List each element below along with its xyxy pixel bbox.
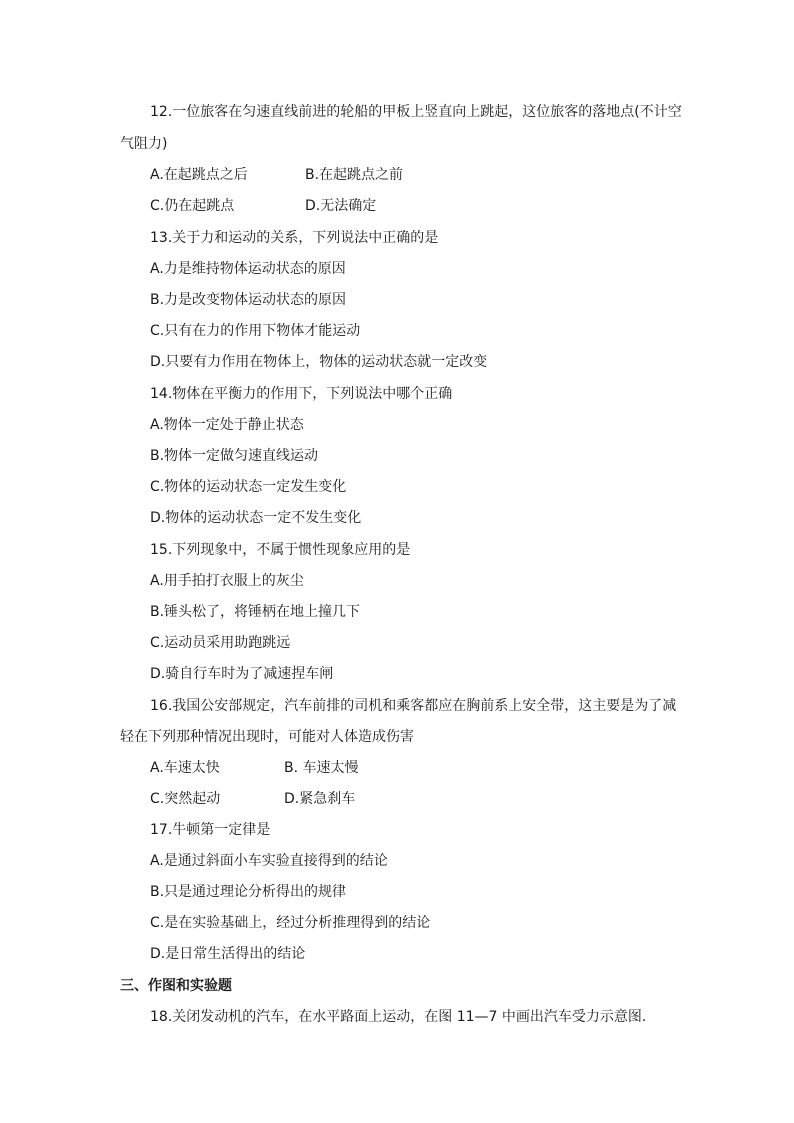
q15-option-c: C.运动员采用助跑跳远 — [150, 635, 291, 651]
q13-option-c: C.只有在力的作用下物体才能运动 — [150, 323, 361, 339]
section-heading: 三、作图和实验题 — [120, 978, 232, 994]
q12-stem-line2: 气阻力) — [120, 136, 168, 152]
q16-option-d: D.紧急刹车 — [284, 791, 356, 807]
q13-stem: 13.关于力和运动的关系，下列说法中正确的是 — [150, 230, 439, 246]
q12-option-d: D.无法确定 — [305, 198, 377, 214]
q14-option-d: D.物体的运动状态一定不发生变化 — [150, 510, 362, 526]
q14-stem: 14.物体在平衡力的作用下，下列说法中哪个正确 — [150, 386, 453, 402]
q13-option-d: D.只要有力作用在物体上，物体的运动状态就一定改变 — [150, 354, 488, 370]
q15-option-d: D.骑自行车时为了减速捏车闸 — [150, 666, 334, 682]
q13-option-a: A.力是维持物体运动状态的原因 — [150, 261, 346, 277]
q16-option-b: B. 车速太慢 — [284, 760, 359, 776]
q15-option-a: A.用手拍打衣服上的灰尘 — [150, 573, 304, 589]
q18-stem: 18.关闭发动机的汽车，在水平路面上运动，在图 11—7 中画出汽车受力示意图. — [150, 1009, 647, 1025]
q16-option-a: A.车速太快 — [150, 760, 220, 776]
q17-option-d: D.是日常生活得出的结论 — [150, 946, 306, 962]
q17-option-b: B.只是通过理论分析得出的规律 — [150, 884, 347, 900]
q14-option-b: B.物体一定做匀速直线运动 — [150, 448, 319, 464]
q12-option-b: B.在起跳点之前 — [305, 167, 404, 183]
q13-option-b: B.力是改变物体运动状态的原因 — [150, 292, 347, 308]
q12-option-a: A.在起跳点之后 — [150, 167, 248, 183]
q17-stem: 17.牛顿第一定律是 — [150, 822, 271, 838]
q12-stem-line1: 12.一位旅客在匀速直线前进的轮船的甲板上竖直向上跳起，这位旅客的落地点(不计空 — [150, 104, 682, 120]
q16-stem-line2: 轻在下列那种情况出现时，可能对人体造成伤害 — [120, 729, 414, 745]
q14-option-a: A.物体一定处于静止状态 — [150, 417, 304, 433]
q15-stem: 15.下列现象中，不属于惯性现象应用的是 — [150, 542, 411, 558]
q14-option-c: C.物体的运动状态一定发生变化 — [150, 479, 347, 495]
q16-stem-line1: 16.我国公安部规定，汽车前排的司机和乘客都应在胸前系上安全带，这主要是为了减 — [150, 698, 677, 714]
q12-option-c: C.仍在起跳点 — [150, 198, 235, 214]
q17-option-c: C.是在实验基础上，经过分析推理得到的结论 — [150, 915, 431, 931]
q16-option-c: C.突然起动 — [150, 791, 221, 807]
q15-option-b: B.锤头松了，将锤柄在地上撞几下 — [150, 604, 361, 620]
q17-option-a: A.是通过斜面小车实验直接得到的结论 — [150, 853, 388, 869]
